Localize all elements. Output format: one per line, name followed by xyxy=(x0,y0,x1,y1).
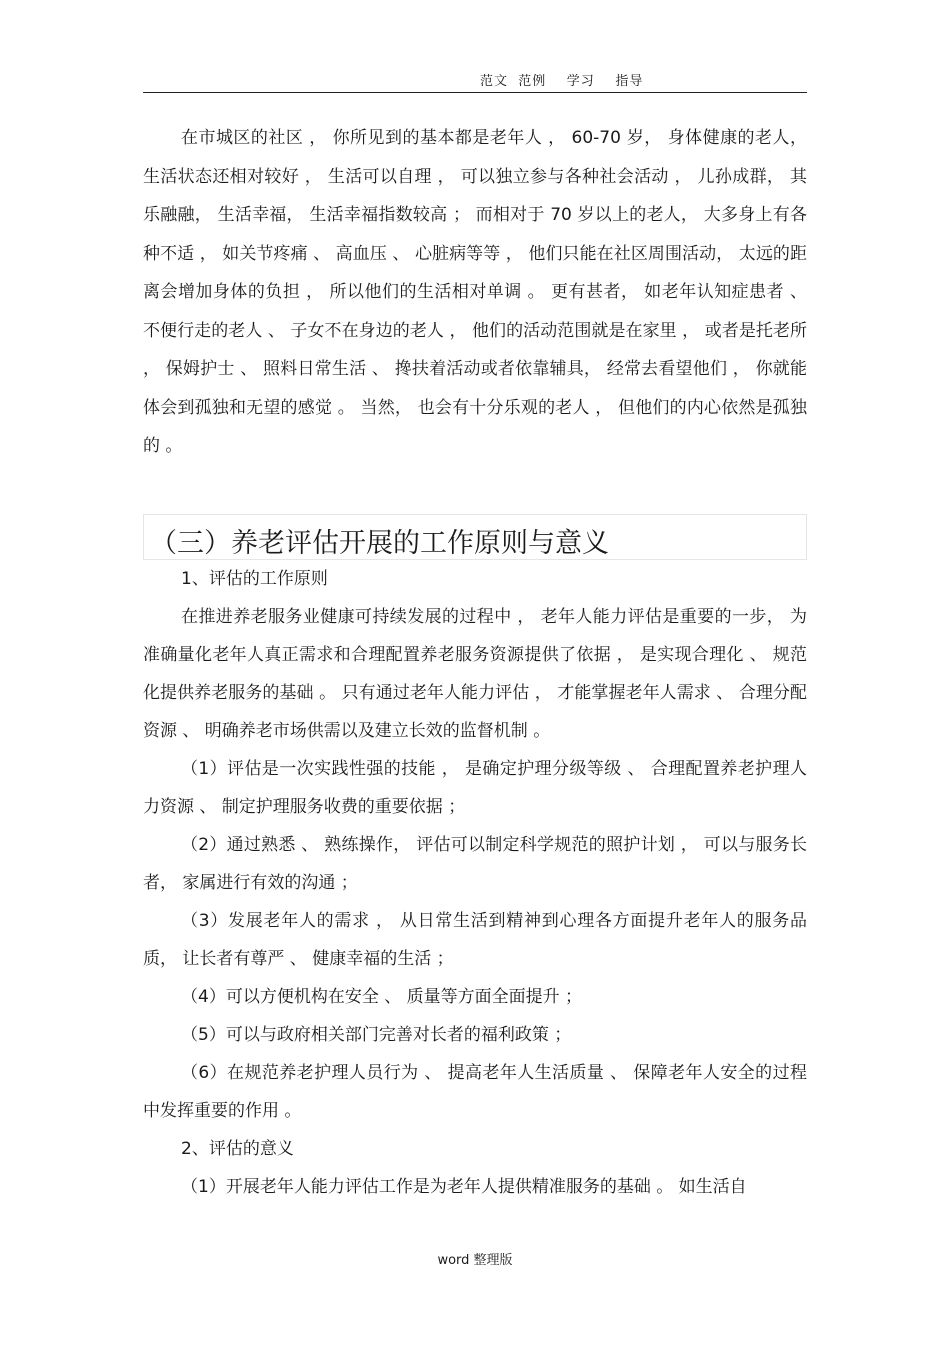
principle-item: （6）在规范养老护理人员行为 、 提高老年人生活质量 、 保障老年人安全的过程中发挥重要的作用 。 xyxy=(143,1063,807,1121)
section-title: （三）养老评估开展的工作原则与意义 xyxy=(150,528,609,559)
meaning-item: （1）开展老年人能力评估工作是为老年人提供精准服务的基础 。 如生活自 xyxy=(181,1177,747,1197)
subsection-title-meaning: 2、评估的意义 xyxy=(181,1139,294,1159)
section-heading-box xyxy=(143,514,807,560)
page-header xyxy=(143,68,807,93)
intro-section xyxy=(143,119,807,466)
page-footer: word 整理版 xyxy=(437,1253,513,1268)
principle-item: （5）可以与政府相关部门完善对长者的福利政策 ； xyxy=(181,1025,572,1045)
header-text: 范文 范例 学习 指导 xyxy=(480,74,644,89)
intro-paragraph: 在市城区的社区 ， 你所见到的基本都是老年人 ， 60-70 岁， 身体健康的老人， 生活状态还相对较好 ， 生活可以自理 ， 可以独立参与各种社会活动 ， 儿孙成群， 其乐融融， 生活幸福， 生活幸福指数较高 ； 而相对于 70 岁以上的老人， 大多身上有各种不适 ， 如关节疼痛 、 高血压 、 心脏病等等 ， 他们只能在社区周围活动， 太远的距离会增加身体的负担 ， 所以他们的生活相对单调 。 更有甚者， 如老年认知症患者 、 不便行走的老人 、 子女不在身边的老人 ， 他们的活动范围就是在家里 ， 或者是托老所 ， 保姆护士 、 照料日常生活 、 搀扶着活动或者依靠辅具， 经常去看望他们 ， 你就能体会到孤独和无望的感觉 。 当然， 也会有十分乐观的老人 ， 但他们的内心依然是孤独的 。 xyxy=(143,128,807,456)
principle-item: （1）评估是一次实践性强的技能 ， 是确定护理分级等级 、 合理配置养老护理人力资源 、 制定护理服务收费的重要依据 ； xyxy=(143,759,807,817)
section-body xyxy=(143,560,807,1206)
principle-item: （2）通过熟悉 、 熟练操作， 评估可以制定科学规范的照护计划 ， 可以与服务长者， 家属进行有效的沟通 ； xyxy=(143,835,807,893)
principles-intro: 在推进养老服务业健康可持续发展的过程中 ， 老年人能力评估是重要的一步， 为准确量化老年人真正需求和合理配置养老服务资源提供了依据 ， 是实现合理化 、 规范化提供养老服务的基础 。 只有通过老年人能力评估 ， 才能掌握老年人需求 、 合理分配资源 、 明确养老市场供需以及建立长效的监督机制 。 xyxy=(143,607,807,741)
principle-item: （3）发展老年人的需求 ， 从日常生活到精神到心理各方面提升老年人的服务品质， 让长者有尊严 、 健康幸福的生活 ； xyxy=(143,911,807,969)
principle-item: （4）可以方便机构在安全 、 质量等方面全面提升 ； xyxy=(181,987,583,1007)
subsection-title-principles: 1、评估的工作原则 xyxy=(181,569,328,589)
